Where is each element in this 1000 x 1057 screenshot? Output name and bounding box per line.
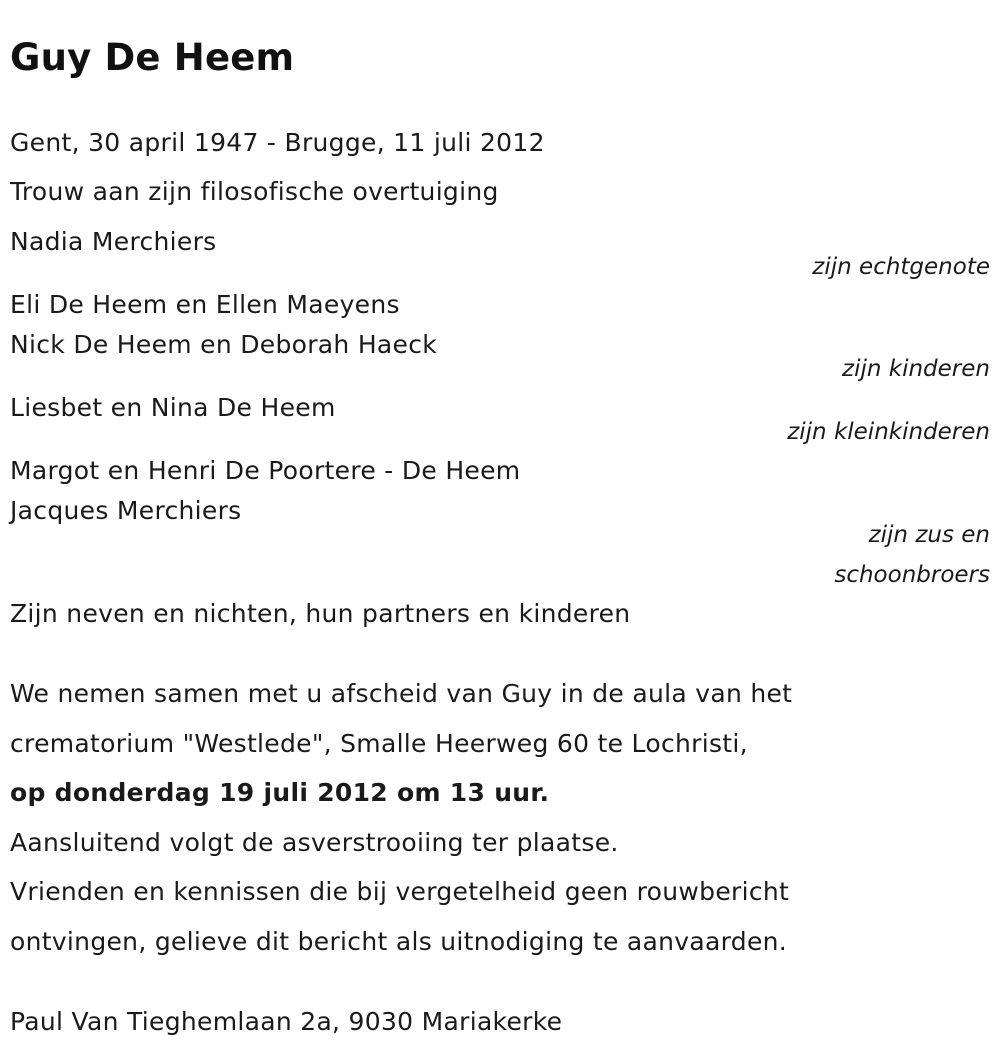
sibling-name-2: Jacques Merchiers	[10, 496, 242, 525]
ceremony-date: op donderdag 19 juli 2012 om 13 uur.	[10, 778, 550, 807]
child-name-2: Nick De Heem en Deborah Haeck	[10, 330, 438, 359]
siblings-role-line-2: schoonbroers	[834, 562, 990, 588]
siblings-role-line-1: zijn zus en	[868, 522, 990, 548]
sibling-name-1: Margot en Henri De Poortere - De Heem	[10, 456, 521, 485]
spouse-role: zijn echtgenote	[812, 254, 990, 280]
spouse-name: Nadia Merchiers	[10, 227, 217, 256]
ceremony-line-1: We nemen samen met u afscheid van Guy in de aula van het	[10, 679, 793, 708]
extended-family: Zijn neven en nichten, hun partners en kinderen	[10, 599, 631, 628]
correspondence-address: Paul Van Tieghemlaan 2a, 9030 Mariakerke	[10, 1007, 563, 1036]
ceremony-line-2: crematorium "Westlede", Smalle Heerweg 60 te Lochristi,	[10, 729, 748, 758]
life-dates: Gent, 30 april 1947 - Brugge, 11 juli 2012	[10, 128, 545, 157]
ceremony-after-2: Vrienden en kennissen die bij vergetelheid geen rouwbericht	[10, 877, 790, 906]
conviction-line: Trouw aan zijn filosofische overtuiging	[10, 177, 499, 206]
grandchildren-role: zijn kleinkinderen	[787, 419, 990, 445]
deceased-name: Guy De Heem	[10, 36, 295, 79]
children-role: zijn kinderen	[842, 356, 990, 382]
grandchildren-names: Liesbet en Nina De Heem	[10, 393, 336, 422]
child-name-1: Eli De Heem en Ellen Maeyens	[10, 290, 400, 319]
ceremony-after-1: Aansluitend volgt de asverstrooiing ter plaatse.	[10, 828, 619, 857]
ceremony-after-3: ontvingen, gelieve dit bericht als uitnodiging te aanvaarden.	[10, 927, 788, 956]
